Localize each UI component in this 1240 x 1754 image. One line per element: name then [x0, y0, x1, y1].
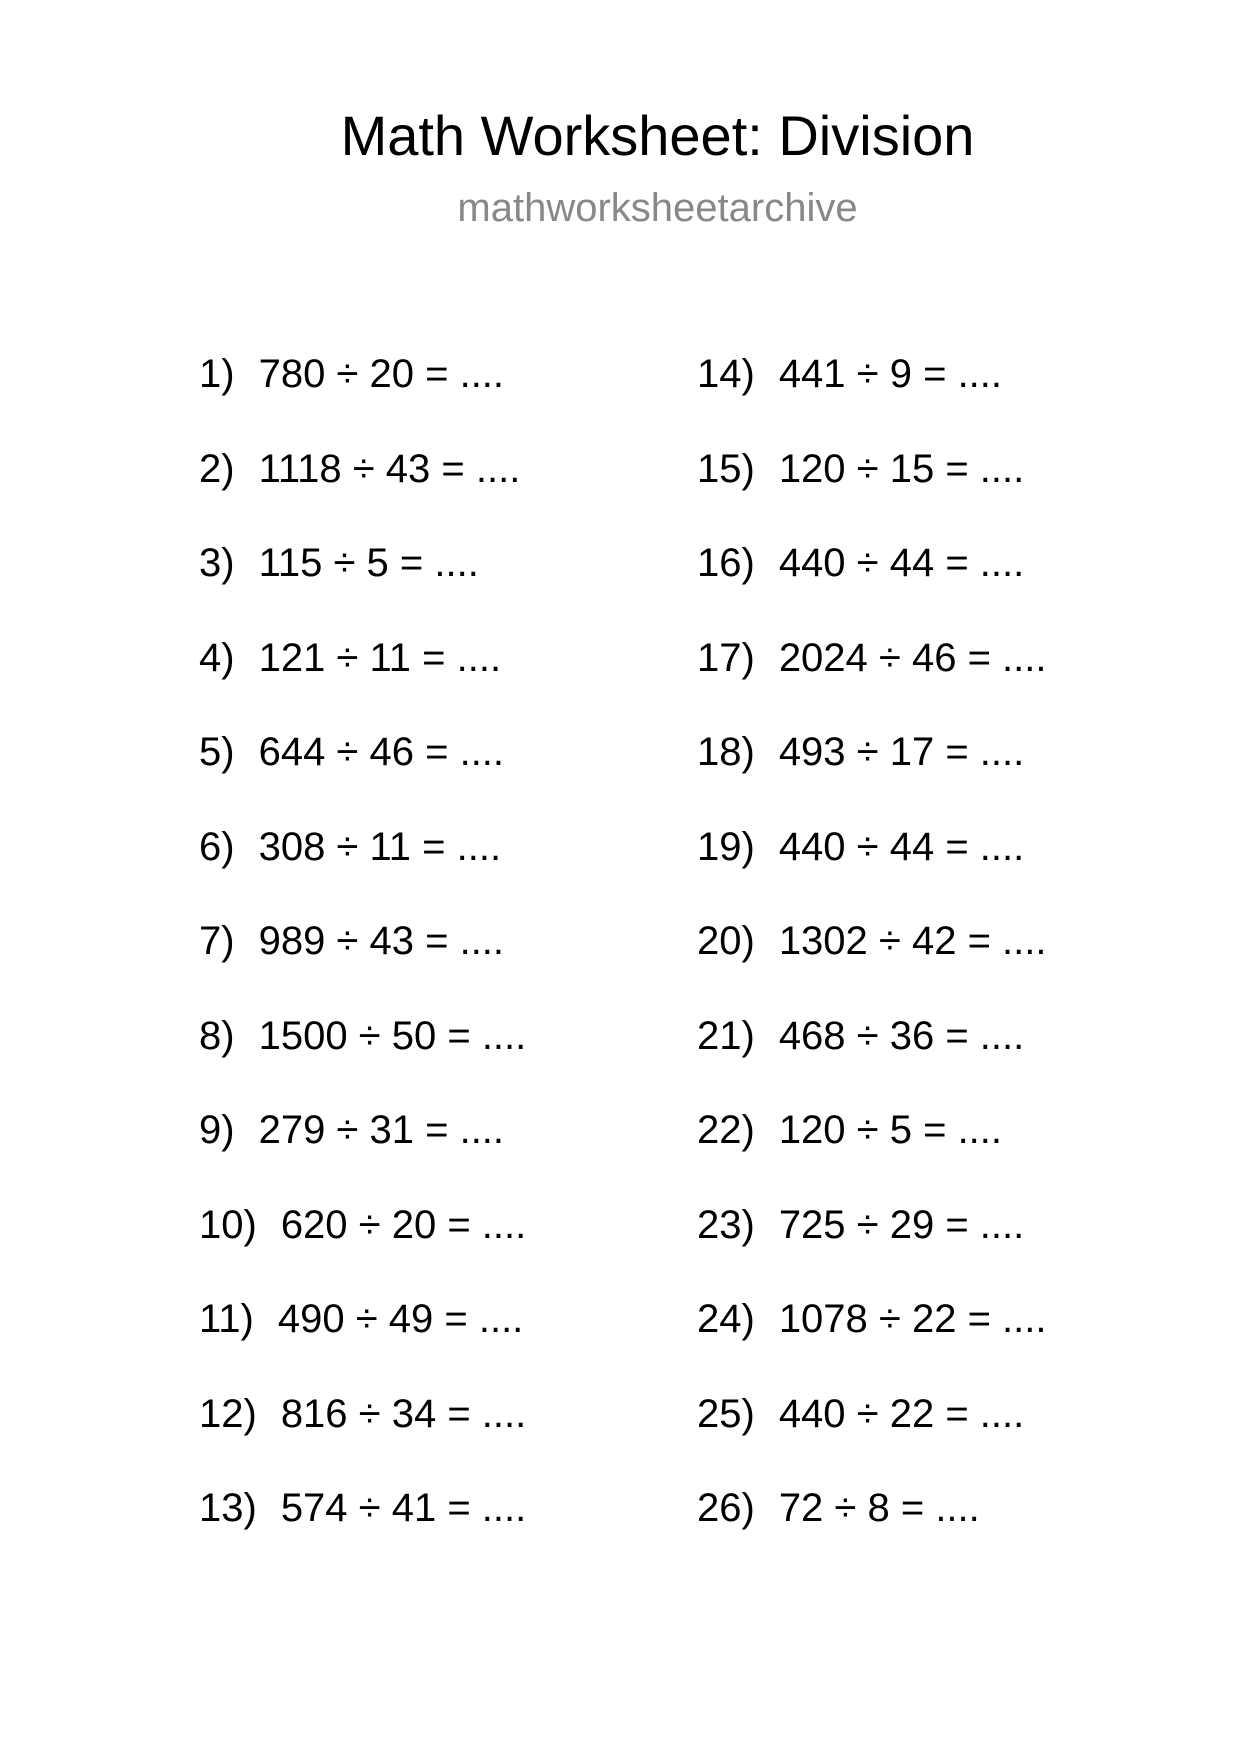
- problem-item: [199, 1197, 659, 1292]
- problem-number: 5): [199, 730, 235, 774]
- problem-item: [697, 1008, 1177, 1103]
- problem-expression: 725 ÷ 29 = ....: [778, 1202, 1025, 1247]
- problem-expression: 441 ÷ 9 = ....: [778, 352, 1003, 396]
- problem-item: [199, 819, 659, 914]
- problem-expression: 780 ÷ 20 = ....: [258, 352, 505, 396]
- problem-number: 12): [199, 1391, 257, 1436]
- problem-number: 6): [199, 824, 235, 869]
- problem-expression: 620 ÷ 20 = ....: [280, 1202, 527, 1247]
- problem-number: 20): [697, 919, 755, 963]
- problem-number: 26): [697, 1486, 755, 1530]
- problem-expression: 1078 ÷ 22 = ....: [778, 1297, 1047, 1341]
- problem-expression: 440 ÷ 44 = ....: [778, 824, 1025, 869]
- problem-number: 11): [199, 1297, 254, 1341]
- problem-expression: 440 ÷ 22 = ....: [778, 1391, 1025, 1436]
- problem-expression: 493 ÷ 17 = ....: [778, 730, 1025, 774]
- problem-number: 1): [199, 352, 235, 396]
- problem-item: [697, 535, 1177, 630]
- problem-expression: 279 ÷ 31 = ....: [258, 1108, 505, 1152]
- problem-item: [199, 1008, 659, 1103]
- problem-number: 4): [199, 635, 235, 680]
- problem-number: 16): [697, 541, 755, 585]
- problem-number: 9): [199, 1108, 235, 1152]
- problem-expression: 120 ÷ 15 = ....: [778, 446, 1025, 491]
- problem-item: [199, 1291, 659, 1386]
- problem-expression: 644 ÷ 46 = ....: [258, 730, 505, 774]
- problem-expression: 115 ÷ 5 = ....: [258, 541, 479, 585]
- problem-number: 2): [199, 446, 235, 491]
- problem-item: [697, 1480, 1177, 1575]
- problem-item: [199, 1480, 659, 1575]
- problem-number: 19): [697, 824, 755, 869]
- problem-expression: 440 ÷ 44 = ....: [778, 541, 1025, 585]
- problem-number: 14): [697, 352, 755, 396]
- problem-expression: 72 ÷ 8 = ....: [778, 1486, 980, 1530]
- page-title: Math Worksheet: Division: [340, 104, 975, 167]
- problem-expression: 989 ÷ 43 = ....: [258, 919, 505, 963]
- problem-number: 24): [697, 1297, 755, 1341]
- problem-number: 17): [697, 635, 755, 680]
- problem-expression: 490 ÷ 49 = ....: [277, 1297, 524, 1341]
- problem-number: 22): [697, 1108, 755, 1152]
- problem-number: 25): [697, 1391, 755, 1436]
- problem-number: 15): [697, 446, 755, 491]
- problem-number: 3): [199, 541, 235, 585]
- problem-item: [199, 535, 659, 630]
- problem-expression: 1118 ÷ 43 = ....: [258, 446, 521, 491]
- problem-expression: 468 ÷ 36 = ....: [778, 1013, 1025, 1058]
- problem-expression: 816 ÷ 34 = ....: [280, 1391, 527, 1436]
- problem-item: [697, 1197, 1177, 1292]
- problem-number: 18): [697, 730, 755, 774]
- problem-expression: 1302 ÷ 42 = ....: [778, 919, 1047, 963]
- problem-item: [199, 1102, 659, 1197]
- problem-expression: 308 ÷ 11 = ....: [258, 824, 502, 869]
- problem-number: 13): [199, 1486, 257, 1530]
- problem-item: [199, 630, 659, 725]
- problem-item: [697, 724, 1177, 819]
- problem-item: [697, 441, 1177, 536]
- problem-item: [697, 1102, 1177, 1197]
- problem-number: 7): [199, 919, 235, 963]
- problem-number: 21): [697, 1013, 755, 1058]
- problem-item: [697, 819, 1177, 914]
- problem-item: [199, 724, 659, 819]
- problem-item: [697, 630, 1177, 725]
- problem-item: [199, 913, 659, 1008]
- problem-expression: 121 ÷ 11 = ....: [258, 635, 502, 680]
- problem-item: [697, 1291, 1177, 1386]
- problem-expression: 574 ÷ 41 = ....: [280, 1486, 527, 1530]
- problem-item: [199, 441, 659, 536]
- problem-number: 8): [199, 1013, 235, 1058]
- problem-item: [697, 346, 1177, 441]
- page-subtitle: mathworksheetarchive: [457, 186, 858, 230]
- problem-item: [697, 1386, 1177, 1481]
- problem-number: 10): [199, 1202, 257, 1247]
- problem-item: [199, 1386, 659, 1481]
- problem-item: [199, 346, 659, 441]
- problem-number: 23): [697, 1202, 755, 1247]
- problem-expression: 1500 ÷ 50 = ....: [258, 1013, 527, 1058]
- problem-item: [697, 913, 1177, 1008]
- problem-expression: 120 ÷ 5 = ....: [778, 1108, 1003, 1152]
- problem-list-left: [199, 346, 659, 1575]
- problem-list-right: [697, 346, 1177, 1575]
- problem-expression: 2024 ÷ 46 = ....: [778, 635, 1047, 680]
